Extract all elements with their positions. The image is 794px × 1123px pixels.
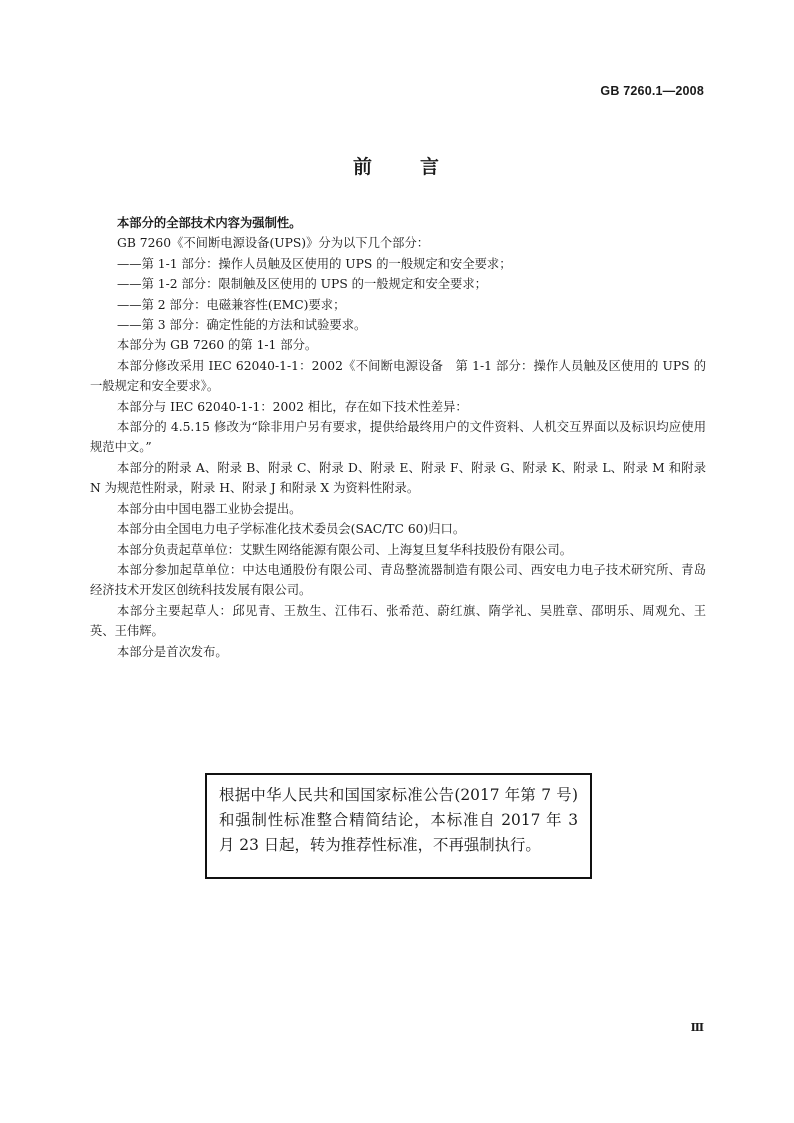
title-char-1: 前 <box>352 156 374 178</box>
list-item-part-2: ——第 2 部分：电磁兼容性(EMC)要求； <box>117 297 346 312</box>
paragraph-participating-drafters: 本部分参加起草单位：中达电通股份有限公司、青岛整流器制造有限公司、西安电力电子技术研究所、青岛经济技术开发区创统科技发展有限公司。 <box>90 562 706 598</box>
paragraph-differences-intro: 本部分与 IEC 62040-1-1：2002 相比，存在如下技术性差异： <box>117 399 468 414</box>
paragraph-annexes: 本部分的附录 A、附录 B、附录 C、附录 D、附录 E、附录 F、附录 G、附录 K、附录 L、附录 M 和附录 N 为规范性附录，附录 H、附录 J 和附录 X 为资料性附录。 <box>90 460 706 496</box>
paragraph-centralized-by: 本部分由全国电力电子学标准化技术委员会(SAC/TC 60)归口。 <box>117 522 466 537</box>
paragraph-mandatory-statement: 本部分的全部技术内容为强制性。 <box>117 216 302 230</box>
foreword-body <box>90 213 706 662</box>
notice-text: 根据中华人民共和国国家标准公告(2017 年第 7 号)和强制性标准整合精简结论，本标准自 2017 年 3 月 23 日起，转为推荐性标准，不再强制执行。 <box>219 786 578 854</box>
title-char-2: 言 <box>420 156 442 178</box>
paragraph-main-drafters: 本部分主要起草人：邱见青、王敖生、江伟石、张希范、蔚红旗、隋学礼、吴胜章、邵明乐、周观允、王英、王伟辉。 <box>90 603 706 639</box>
paragraph-part-identity: 本部分为 GB 7260 的第 1-1 部分。 <box>117 338 318 353</box>
list-item-part-1-1: ——第 1-1 部分：操作人员触及区使用的 UPS 的一般规定和安全要求； <box>117 256 512 271</box>
standard-code: GB 7260.1—2008 <box>600 84 704 98</box>
paragraph-first-issue: 本部分是首次发布。 <box>117 644 228 659</box>
list-item-part-3: ——第 3 部分：确定性能的方法和试验要求。 <box>117 318 367 333</box>
page-title <box>0 152 794 179</box>
list-item-part-1-2: ——第 1-2 部分：限制触及区使用的 UPS 的一般规定和安全要求； <box>117 277 487 292</box>
notice-box <box>205 773 592 879</box>
page-number: Ⅲ <box>690 1021 703 1034</box>
paragraph-adoption: 本部分修改采用 IEC 62040-1-1：2002《不间断电源设备 第 1-1 部分：操作人员触及区使用的 UPS 的一般规定和安全要求》。 <box>90 358 706 394</box>
paragraph-proposed-by: 本部分由中国电器工业协会提出。 <box>117 501 302 516</box>
paragraph-responsible-drafters: 本部分负责起草单位：艾默生网络能源有限公司、上海复旦复华科技股份有限公司。 <box>117 542 572 557</box>
paragraph-difference-4-5-15: 本部分的 4.5.15 修改为“除非用户另有要求，提供给最终用户的文件资料、人机交互界面以及标识均应使用规范中文。” <box>90 420 706 455</box>
paragraph-parts-intro: GB 7260《不间断电源设备(UPS)》分为以下几个部分： <box>117 236 430 251</box>
